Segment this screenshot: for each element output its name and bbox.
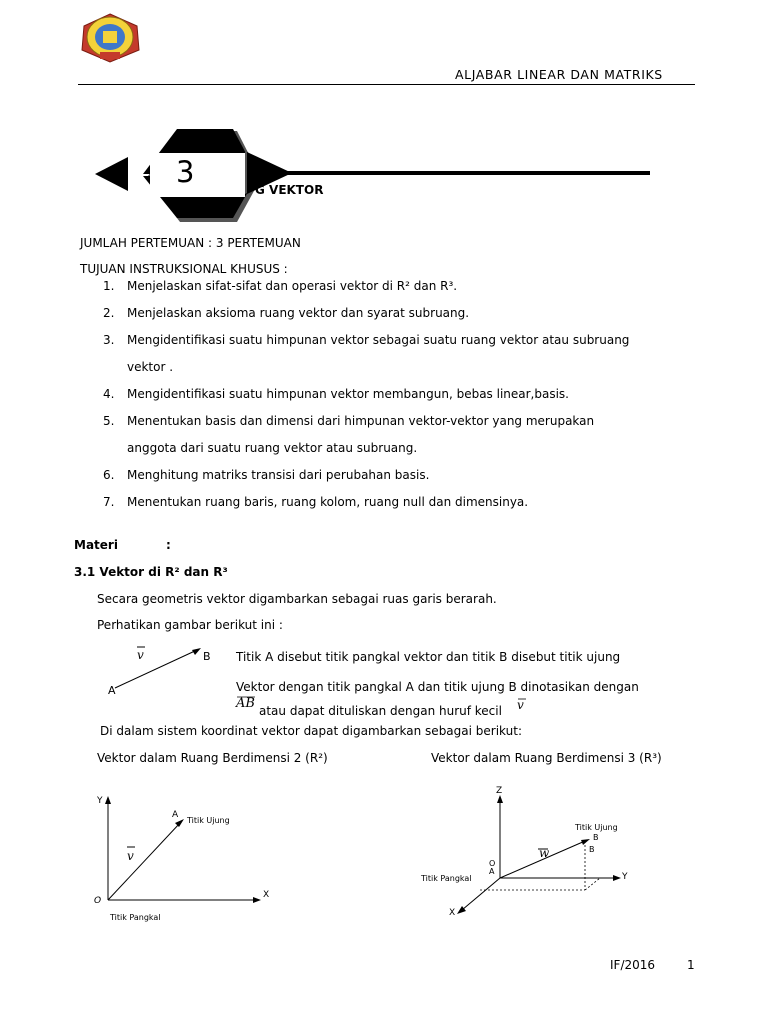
list-item: 4. Mengidentifikasi suatu himpunan vektor membangun, bebas linear,basis.	[103, 387, 569, 401]
titik-pangkal-label: Titik Pangkal	[421, 874, 472, 883]
point-a-label: A	[172, 810, 179, 820]
vector-v-label: v	[127, 849, 134, 863]
axis-z-label: Z	[496, 786, 503, 796]
materi-colon: :	[166, 538, 171, 552]
caption-3d: Vektor dalam Ruang Berdimensi 3 (R³)	[431, 751, 662, 765]
list-item: 7. Menentukan ruang baris, ruang kolom, ruang null dan dimensinya.	[103, 495, 529, 509]
materi-label: Materi	[74, 538, 118, 552]
caption-2d: Vektor dalam Ruang Berdimensi 2 (R²)	[97, 751, 328, 765]
point-a-label: A	[489, 867, 495, 876]
section-title: 3.1 Vektor di R² dan R³	[74, 565, 228, 579]
point-a-label: A	[108, 684, 116, 697]
header-rule	[78, 84, 695, 85]
point-b-label: B	[203, 650, 211, 663]
unikom-logo	[79, 12, 141, 64]
description-notation: Vektor dengan titik pangkal A dan titik ujung B dinotasikan dengan	[236, 680, 639, 694]
axis-y-label: Y	[97, 796, 103, 806]
vector-v-notation: v	[517, 698, 524, 712]
axis-y-label: Y	[622, 872, 628, 882]
vector-v-label: v	[137, 648, 144, 662]
page-number: 1	[687, 958, 695, 972]
meeting-count: JUMLAH PERTEMUAN : 3 PERTEMUAN	[80, 236, 301, 250]
vector-ab-notation: AB	[236, 696, 255, 711]
titik-pangkal-label: Titik Pangkal	[110, 913, 161, 922]
origin-label: O	[489, 859, 496, 868]
description-points: Titik A disebut titik pangkal vektor dan titik B disebut titik ujung	[236, 650, 621, 664]
list-item-continued: anggota dari suatu ruang vektor atau subruang.	[127, 441, 418, 455]
coordinate-intro: Di dalam sistem koordinat vektor dapat digambarkan sebagai berikut:	[100, 724, 522, 738]
coordinate-2d-figure	[90, 790, 280, 915]
list-item: 6. Menghitung matriks transisi dari perubahan basis.	[103, 468, 430, 482]
axis-x-label: X	[449, 908, 456, 918]
header-title: ALJABAR LINEAR DAN MATRIKS	[455, 67, 663, 82]
description-lowercase: atau dapat dituliskan dengan huruf kecil	[259, 704, 502, 718]
footer-code: IF/2016	[610, 958, 656, 972]
objectives-list	[103, 273, 629, 516]
list-item: 3. Mengidentifikasi suatu himpunan vektor sebagai suatu ruang vektor atau subruang	[103, 333, 630, 347]
list-item: 1. Menjelaskan sifat-sifat dan operasi vektor di R² dan R³.	[103, 279, 458, 293]
vector-w-label: w	[539, 846, 550, 860]
point-b-label: B	[593, 833, 599, 842]
list-item-continued: vektor .	[127, 360, 174, 374]
paragraph-figure-intro: Perhatikan gambar berikut ini :	[97, 618, 283, 632]
objectives-heading: TUJUAN INSTRUKSIONAL KHUSUS :	[80, 262, 288, 276]
chapter-banner	[90, 126, 655, 222]
origin-label: O	[94, 896, 102, 906]
list-item: 5. Menentukan basis dan dimensi dari himpunan vektor-vektor yang merupakan	[103, 414, 595, 428]
list-item: 2. Menjelaskan aksioma ruang vektor dan syarat subruang.	[103, 306, 470, 320]
point-b-projection-label: B	[589, 845, 595, 854]
chapter-number: 3	[176, 155, 195, 189]
paragraph-geometric: Secara geometris vektor digambarkan sebagai ruas garis berarah.	[97, 592, 497, 606]
titik-ujung-label: Titik Ujung	[187, 816, 230, 825]
chapter-title: G VEKTOR	[255, 183, 324, 197]
titik-ujung-label: Titik Ujung	[575, 823, 618, 832]
axis-x-label: X	[263, 890, 270, 900]
